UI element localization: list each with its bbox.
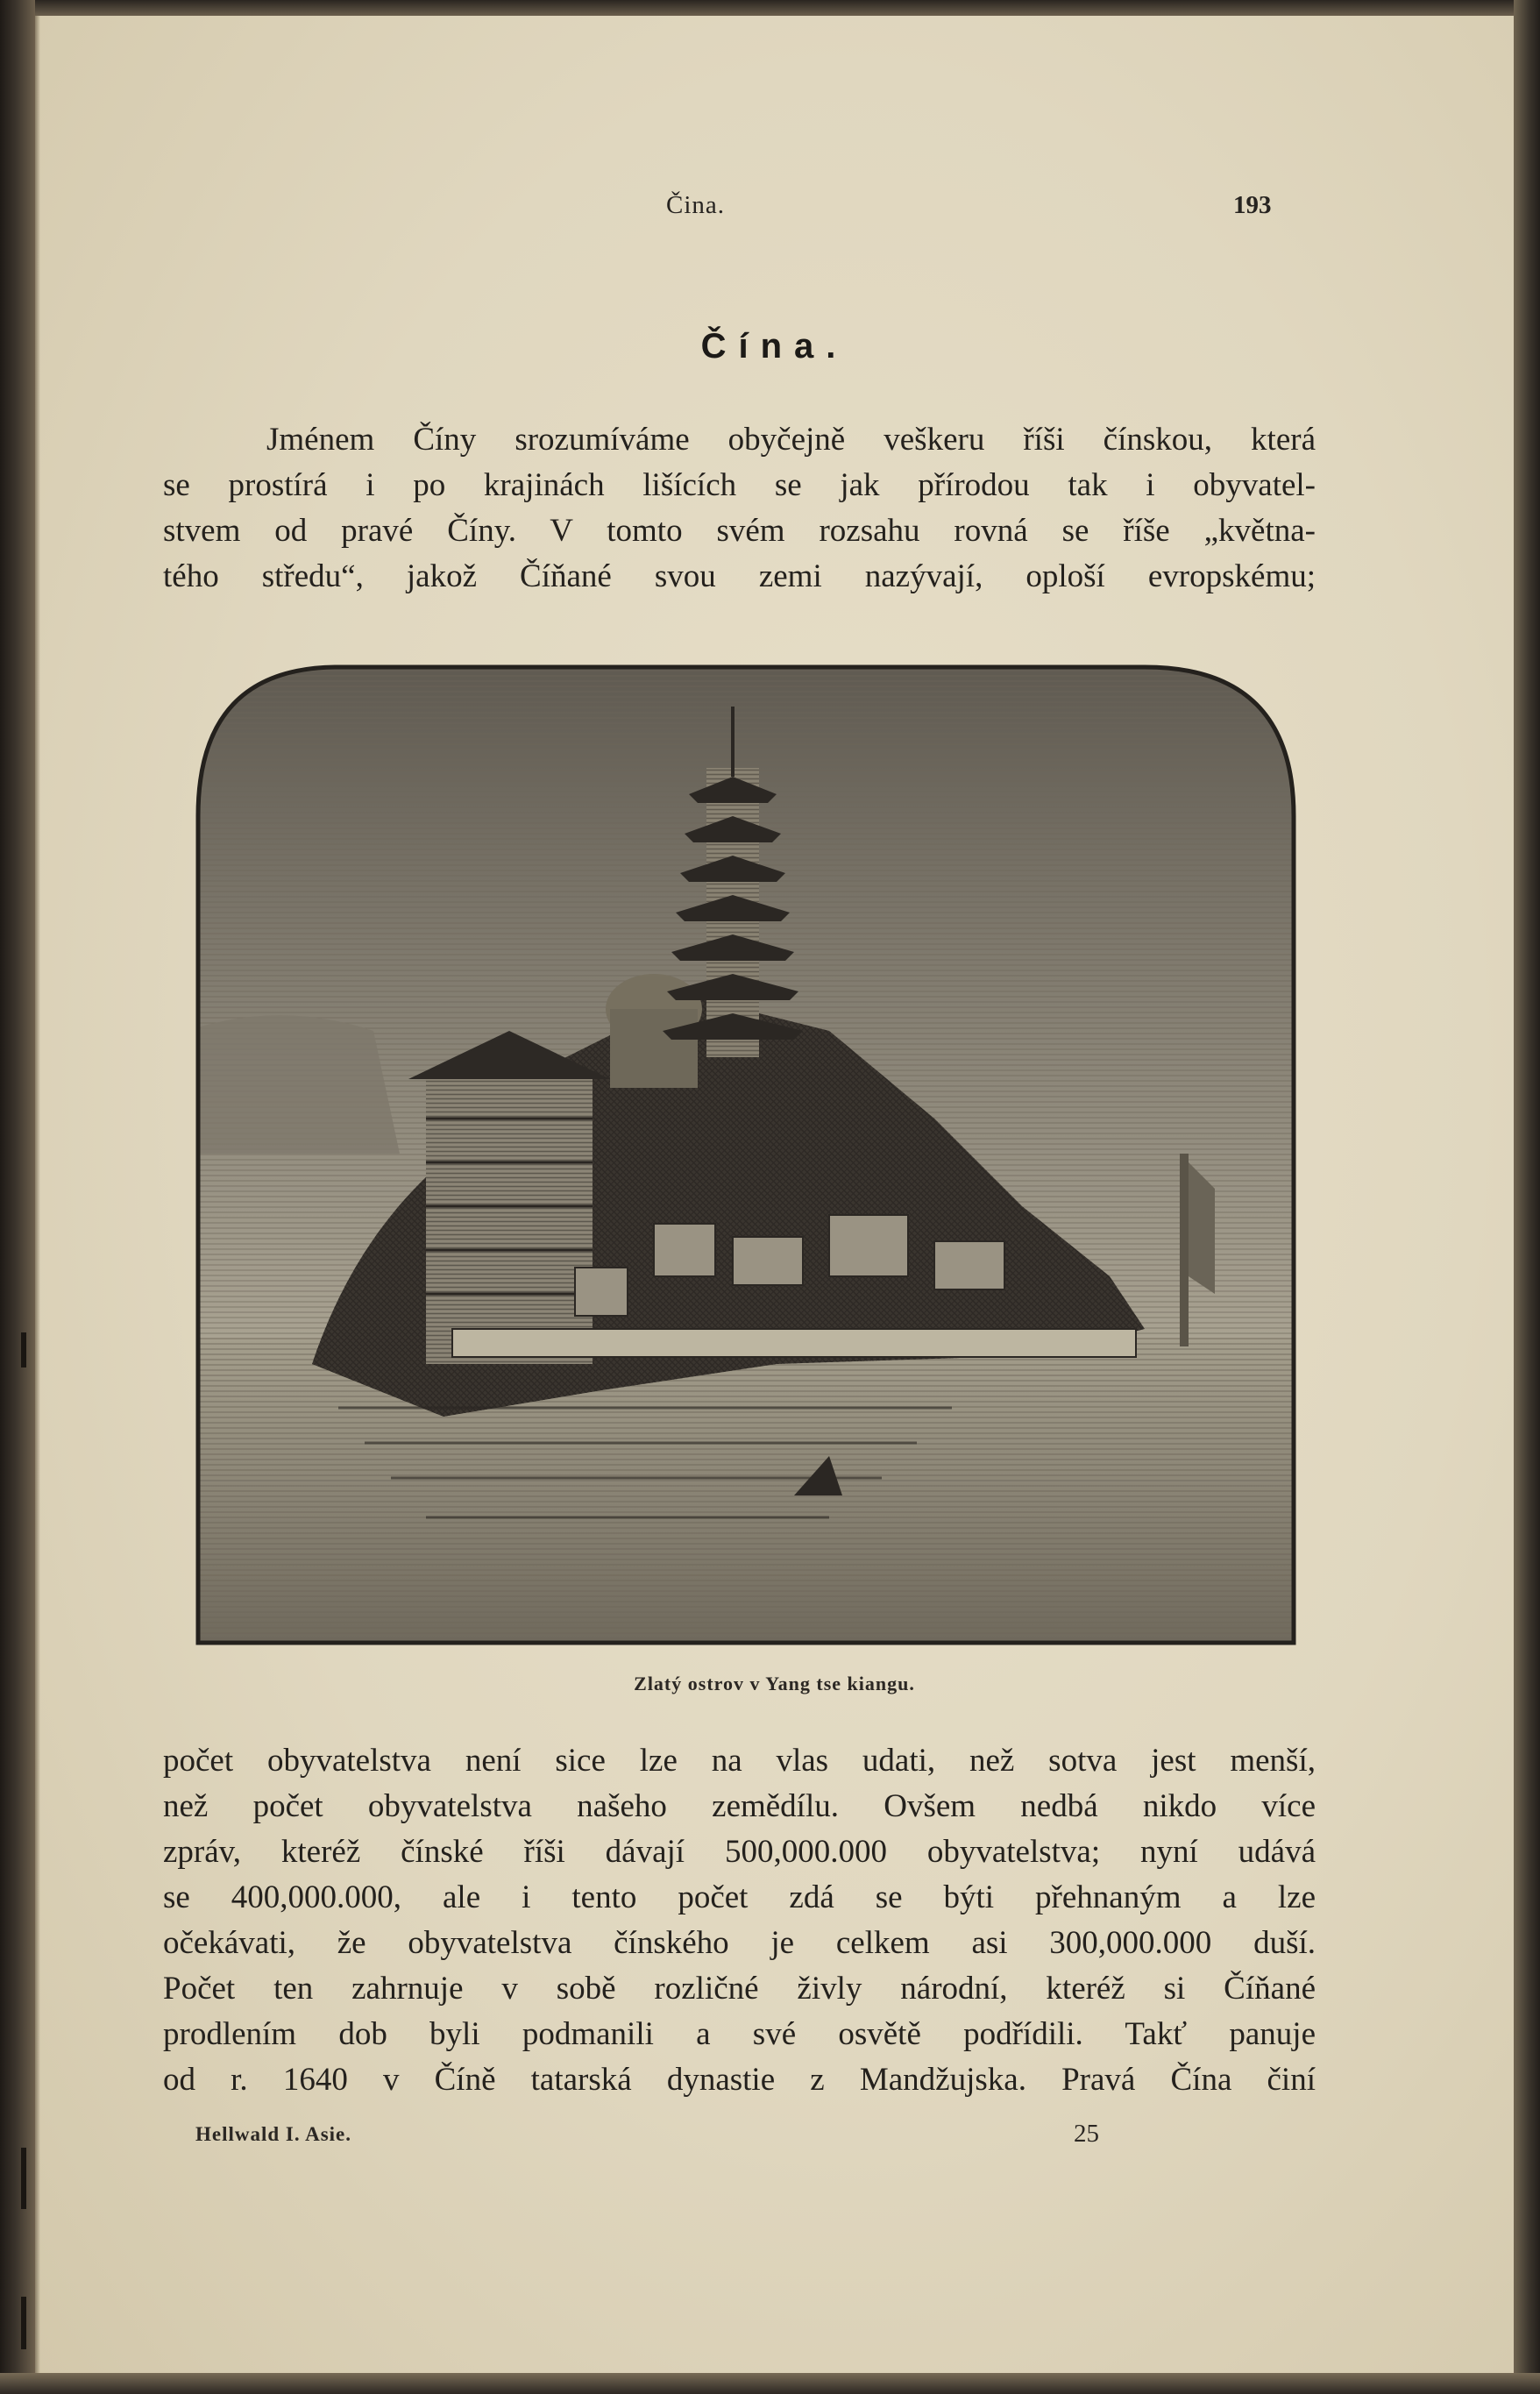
text-line: prodlením dob byli podmanili a své osvětě podřídili. Takť panuje: [163, 2016, 1316, 2052]
text-line: od r. 1640 v Číně tatarská dynastie z Mandžujska. Pravá Čína činí: [163, 2062, 1316, 2098]
text-line: se 400,000.000, ale i tento počet zdá se býti přehnaným a lze: [163, 1879, 1316, 1915]
text-line: počet obyvatelstva není sice lze na vlas udati, než sotva jest menší,: [163, 1743, 1316, 1779]
running-title: Čina.: [666, 191, 726, 219]
text-line: zpráv, kteréž čínské říši dávají 500,000.000 obyvatelstva; nyní udává: [163, 1834, 1316, 1870]
book-bottom-edge: [0, 2373, 1540, 2394]
chapter-title: Čína.: [700, 327, 848, 366]
paragraph-bottom: [163, 1738, 1316, 2103]
book-binding-right: [1514, 0, 1540, 2394]
page-gutter-shadow: [35, 16, 40, 2373]
shore-wall: [452, 1329, 1136, 1357]
book-top-edge: [0, 0, 1540, 16]
text-line: stvem od pravé Číny. V tomto svém rozsahu rovná se říše „května-: [163, 513, 1316, 549]
text-line: Počet ten zahrnuje v sobě rozličné živly národní, kteréž si Číňané: [163, 1971, 1316, 2007]
paragraph-top: [163, 417, 1316, 600]
margin-mark: [21, 2148, 26, 2209]
footer-sheet-number: 25: [1074, 2120, 1099, 2148]
footer-signature: Hellwald I. Asie.: [195, 2123, 352, 2145]
page-number: 193: [1233, 191, 1272, 219]
figure-caption: Zlatý ostrov v Yang tse kiangu.: [634, 1673, 915, 1694]
book-binding-left: [0, 0, 35, 2394]
text-line: Jménem Číny srozumíváme obyčejně veškeru říši čínskou, která: [266, 422, 1316, 458]
text-line: než počet obyvatelstva našeho zemědílu. Ovšem nedbá nikdo více: [163, 1788, 1316, 1824]
sail-mast: [1180, 1154, 1189, 1346]
margin-mark: [21, 1332, 26, 1367]
book-page: [35, 16, 1514, 2373]
margin-mark: [21, 2297, 26, 2349]
running-head: [35, 191, 1514, 226]
text-line: tého středu“, jakož Číňané svou zemi nazývají, oploší evropskému;: [163, 558, 1316, 594]
engraving-illustration: [163, 663, 1298, 1646]
text-line: se prostírá i po krajinách lišících se jak přírodou tak i obyvatel-: [163, 467, 1316, 503]
text-line: očekávati, že obyvatelstva čínského je celkem asi 300,000.000 duší.: [163, 1925, 1316, 1961]
